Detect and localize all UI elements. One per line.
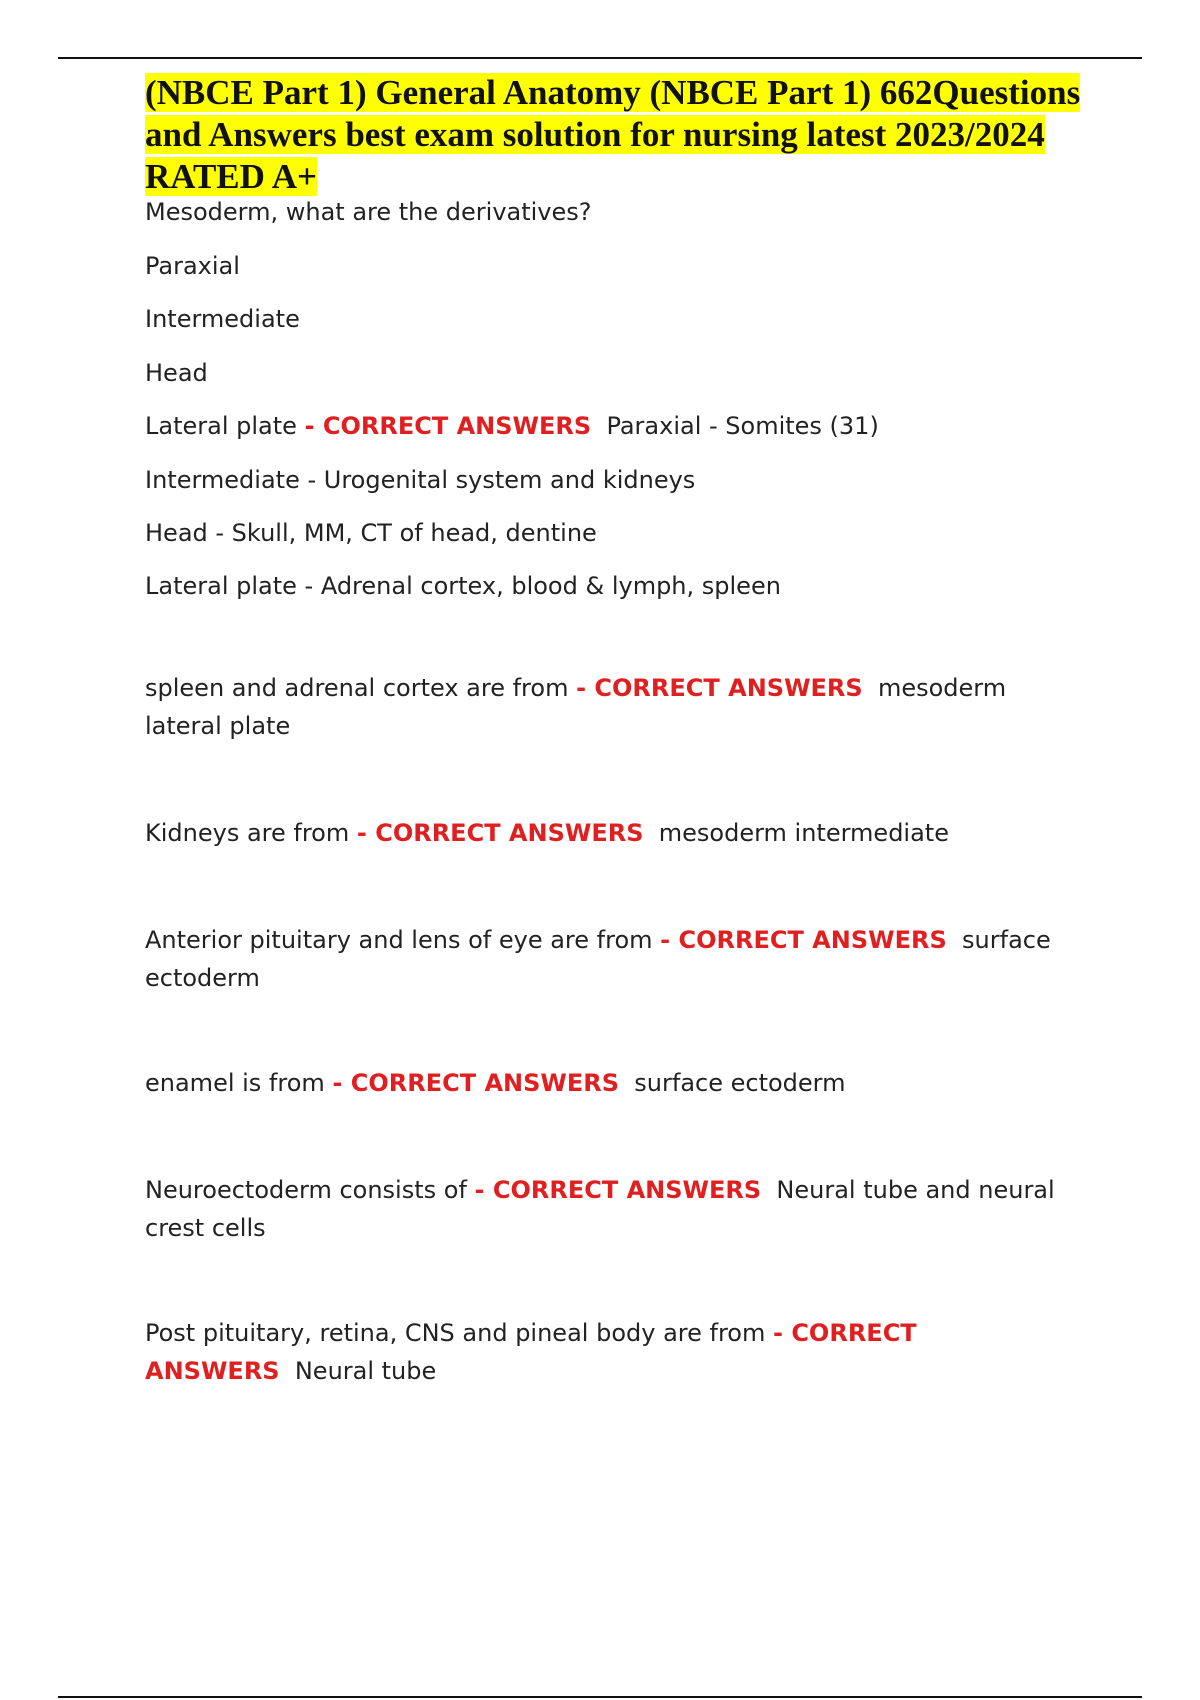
correct-answers-label: - CORRECT ANSWERS: [576, 674, 863, 702]
top-rule: [58, 57, 1142, 59]
bottom-rule: [58, 1696, 1142, 1698]
qa-line: [145, 1314, 1085, 1390]
question-text: Post pituitary, retina, CNS and pineal body are from: [145, 1319, 766, 1347]
first-question-block: [145, 198, 1095, 601]
answer-text: Intermediate - Urogenital system and kidneys: [145, 466, 696, 494]
answer-text: mesoderm intermediate: [658, 819, 949, 847]
correct-answers-label: - CORRECT ANSWERS: [356, 819, 644, 847]
qa-line: [145, 921, 1085, 997]
question-text: Mesoderm, what are the derivatives?: [145, 198, 592, 226]
question-text: Neuroectoderm consists of: [145, 1176, 467, 1204]
qa-line: [145, 814, 1085, 852]
question-text: Head: [145, 359, 208, 387]
answer-text: mesoderm lateral plate: [145, 674, 1007, 740]
answer-text: Neural tube and neural crest cells: [145, 1176, 1055, 1242]
correct-answers-label: - CORRECT ANSWERS: [474, 1176, 762, 1204]
answer-text: surface ectoderm: [634, 1069, 846, 1097]
question-text: spleen and adrenal cortex are from: [145, 674, 569, 702]
question-text: Intermediate: [145, 305, 300, 333]
qa-line: [145, 1064, 1085, 1102]
document-title: [145, 72, 1095, 198]
answer-text: Lateral plate - Adrenal cortex, blood & lymph, spleen: [145, 572, 781, 600]
answer-text: Head - Skull, MM, CT of head, dentine: [145, 519, 597, 547]
answer-text: surface ectoderm: [145, 926, 1051, 992]
question-text: enamel is from: [145, 1069, 325, 1097]
document-body: [145, 72, 1095, 1390]
question-text: Kidneys are from: [145, 819, 350, 847]
question-text: Anterior pituitary and lens of eye are from: [145, 926, 653, 954]
correct-answers-label: - CORRECT ANSWERS: [304, 412, 592, 440]
title-highlight: (NBCE Part 1) General Anatomy (NBCE Part 1) 662Questions and Answers best exam solution for nursing latest 2023/2024 RATED A+: [145, 73, 1081, 196]
answer-text: Paraxial - Somites (31): [606, 412, 879, 440]
answer-text: Neural tube: [294, 1357, 437, 1385]
correct-answers-label: - CORRECT ANSWERS: [660, 926, 947, 954]
correct-answers-label: - CORRECT ANSWERS: [332, 1069, 620, 1097]
question-text: Lateral plate: [145, 412, 297, 440]
qa-line: [145, 1171, 1085, 1247]
question-text: Paraxial: [145, 252, 240, 280]
qa-line: [145, 412, 1095, 441]
qa-line: [145, 669, 1085, 745]
correct-answers-label: - CORRECT ANSWERS: [145, 1319, 917, 1385]
